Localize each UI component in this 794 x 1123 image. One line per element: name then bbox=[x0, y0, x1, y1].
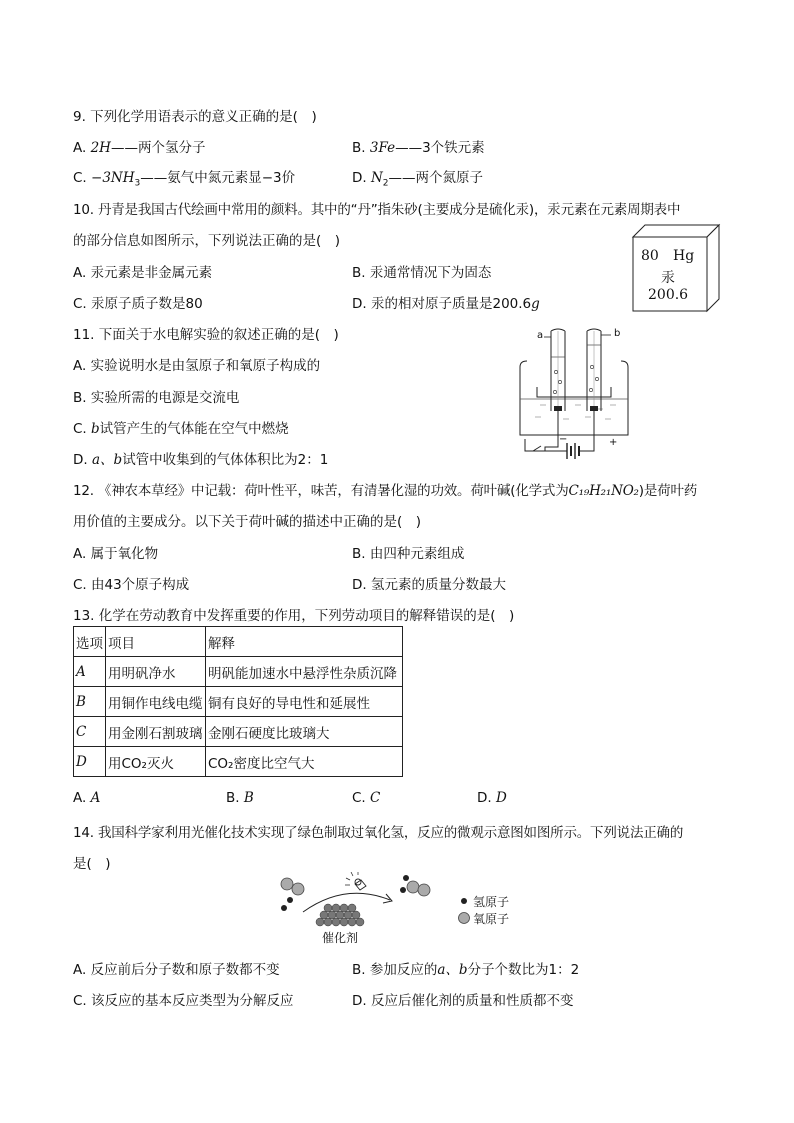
q12-option-c: C. 由43个原子构成 bbox=[73, 577, 190, 593]
table-cell-option bbox=[74, 687, 106, 717]
electrolysis-apparatus bbox=[515, 327, 635, 467]
q10-option-b: B. 汞通常情况下为固态 bbox=[352, 265, 492, 281]
q13-table bbox=[73, 626, 403, 777]
reaction-diagram bbox=[275, 872, 525, 947]
q13-option-d bbox=[477, 790, 507, 806]
q9-option-d bbox=[352, 166, 483, 189]
table-row bbox=[74, 687, 403, 717]
q13-option-a bbox=[73, 790, 100, 806]
tube-b-label: b bbox=[614, 328, 621, 339]
table-cell-item: 用金刚石割玻璃 bbox=[106, 717, 206, 747]
q13-a-val: A bbox=[90, 790, 101, 806]
table-header-row bbox=[74, 627, 403, 657]
table-cell-option-text: C bbox=[76, 723, 87, 740]
q14-option-d: D. 反应后催化剂的质量和性质都不变 bbox=[352, 993, 574, 1009]
battery-minus: − bbox=[559, 434, 568, 445]
q9-d-sub: 2 bbox=[382, 178, 389, 189]
table-header-option: 选项 bbox=[74, 627, 106, 657]
legend-hydrogen: 氢原子 bbox=[473, 895, 510, 909]
q14-stem-line1: 14. 我国科学家利用光催化技术实现了绿色制取过氧化氢，反应的微观示意图如图所示。下列说法正确的 bbox=[73, 825, 684, 841]
q10-option-c: C. 汞原子质子数是80 bbox=[73, 296, 203, 312]
table-header-explanation: 解释 bbox=[206, 627, 403, 657]
q11-option-b: B. 实验所需的电源是交流电 bbox=[73, 390, 240, 406]
q13-option-b bbox=[226, 790, 254, 806]
q13-option-d-label: D. bbox=[477, 790, 496, 806]
q9-a-text: ——两个氢分子 bbox=[110, 140, 206, 156]
q14-option-b bbox=[352, 958, 579, 978]
q14-b-post: 分子个数比为1：2 bbox=[467, 962, 580, 978]
table-cell-item: 用CO₂灭火 bbox=[106, 747, 206, 777]
q12-stem-line2: 用价值的主要成分。以下关于荷叶碱的描述中正确的是( ) bbox=[73, 514, 422, 530]
q10-d-text: D. 汞的相对原子质量是200.6 bbox=[352, 296, 532, 312]
table-cell-option-text: A bbox=[76, 663, 86, 680]
q12-stem-post: )是荷叶药 bbox=[638, 483, 698, 499]
q12-stem-pre: 12. 《神农本草经》中记载：荷叶性平，味苦，有清暑化湿的功效。荷叶碱(化学式为 bbox=[73, 483, 569, 499]
table-cell-explanation: 金刚石硬度比玻璃大 bbox=[206, 717, 403, 747]
q9-b-text: ——3个铁元素 bbox=[395, 140, 485, 156]
q10-option-d bbox=[352, 292, 540, 312]
q14-option-a: A. 反应前后分子数和原子数都不变 bbox=[73, 962, 280, 978]
q13-b-val: B bbox=[243, 790, 254, 806]
table-cell-option-text: D bbox=[76, 753, 87, 770]
table-row bbox=[74, 747, 403, 777]
q11-stem: 11. 下面关于水电解实验的叙述正确的是( ) bbox=[73, 327, 339, 343]
q12-option-b: B. 由四种元素组成 bbox=[352, 546, 465, 562]
q12-option-d: D. 氢元素的质量分数最大 bbox=[352, 577, 506, 593]
element-name: 汞 bbox=[661, 270, 675, 286]
table-cell-option bbox=[74, 717, 106, 747]
table-cell-explanation: CO₂密度比空气大 bbox=[206, 747, 403, 777]
q14-b-pre: B. 参加反应的 bbox=[352, 962, 438, 978]
q11-option-c-label: C. bbox=[73, 421, 92, 437]
q9-stem: 9. 下列化学用语表示的意义正确的是( ) bbox=[73, 109, 317, 125]
q12-stem-line1 bbox=[73, 479, 697, 499]
q13-option-a-label: A. bbox=[73, 790, 91, 806]
mercury-element-card bbox=[631, 223, 721, 313]
q11-c-text: 试管产生的气体能在空气中燃烧 bbox=[99, 421, 289, 437]
q11-d-var: a、b bbox=[91, 452, 123, 468]
tube-a-label: a bbox=[537, 330, 544, 341]
q9-a-formula: 2H bbox=[90, 140, 111, 156]
table-cell-explanation: 铜有良好的导电性和延展性 bbox=[206, 687, 403, 717]
q13-c-val: C bbox=[370, 790, 381, 806]
battery-plus: + bbox=[609, 437, 618, 448]
q13-option-b-label: B. bbox=[226, 790, 244, 806]
q9-option-c-label: C. bbox=[73, 170, 92, 186]
element-atomic-number: 80 bbox=[641, 248, 659, 264]
q13-option-c bbox=[352, 790, 380, 806]
q9-d-text: ——两个氮原子 bbox=[388, 170, 484, 186]
q12-formula: C₁₉H₂₁NO₂ bbox=[568, 483, 639, 499]
table-cell-option-text: B bbox=[76, 693, 86, 710]
q9-option-d-label: D. bbox=[352, 170, 371, 186]
q9-option-b-label: B. bbox=[352, 140, 370, 156]
q13-stem: 13. 化学在劳动教育中发挥重要的作用，下列劳动项目的解释错误的是( ) bbox=[73, 608, 515, 624]
table-row bbox=[74, 657, 403, 687]
q14-option-c: C. 该反应的基本反应类型为分解反应 bbox=[73, 993, 294, 1009]
q11-option-c bbox=[73, 417, 289, 437]
q9-option-a-label: A. bbox=[73, 140, 91, 156]
table-cell-option bbox=[74, 747, 106, 777]
table-cell-explanation: 明矾能加速水中悬浮性杂质沉降 bbox=[206, 657, 403, 687]
q9-option-a bbox=[73, 136, 205, 156]
q12-option-a: A. 属于氧化物 bbox=[73, 546, 159, 562]
table-header-item: 项目 bbox=[106, 627, 206, 657]
q9-c-sub: 3 bbox=[134, 178, 141, 189]
q10-option-a: A. 汞元素是非金属元素 bbox=[73, 265, 213, 281]
q11-option-a: A. 实验说明水是由氢原子和氧原子构成的 bbox=[73, 358, 321, 374]
q10-stem-line1: 10. 丹青是我国古代绘画中常用的颜料。其中的“丹”指朱砂(主要成分是硫化汞)，汞元素在元素周期表中 bbox=[73, 202, 681, 218]
q11-d-text: 试管中收集到的气体体积比为2：1 bbox=[122, 452, 329, 468]
q9-b-formula: 3Fe bbox=[369, 140, 396, 156]
q9-option-b bbox=[352, 136, 485, 156]
table-row bbox=[74, 717, 403, 747]
table-cell-item: 用明矾净水 bbox=[106, 657, 206, 687]
q9-option-c bbox=[73, 166, 295, 189]
q10-d-unit: g bbox=[531, 296, 540, 312]
legend-oxygen: 氧原子 bbox=[473, 912, 510, 926]
q11-c-var: b bbox=[91, 421, 100, 437]
q13-d-val: D bbox=[495, 790, 507, 806]
q14-stem-line2: 是( ) bbox=[73, 856, 111, 872]
q14-b-var: a、b bbox=[437, 962, 468, 978]
table-cell-option bbox=[74, 657, 106, 687]
q10-stem-line2: 的部分信息如图所示，下列说法正确的是( ) bbox=[73, 233, 341, 249]
q11-option-d bbox=[73, 448, 328, 468]
q9-d-formula: N bbox=[370, 170, 383, 186]
element-atomic-mass: 200.6 bbox=[648, 287, 689, 303]
element-symbol: Hg bbox=[673, 248, 695, 264]
q11-option-d-label: D. bbox=[73, 452, 92, 468]
table-cell-item: 用铜作电线电缆 bbox=[106, 687, 206, 717]
catalyst-label: 催化剂 bbox=[322, 931, 359, 945]
q13-option-c-label: C. bbox=[352, 790, 371, 806]
q9-c-text: ——氨气中氮元素显−3价 bbox=[140, 170, 296, 186]
q9-c-formula: −3NH bbox=[91, 170, 135, 186]
